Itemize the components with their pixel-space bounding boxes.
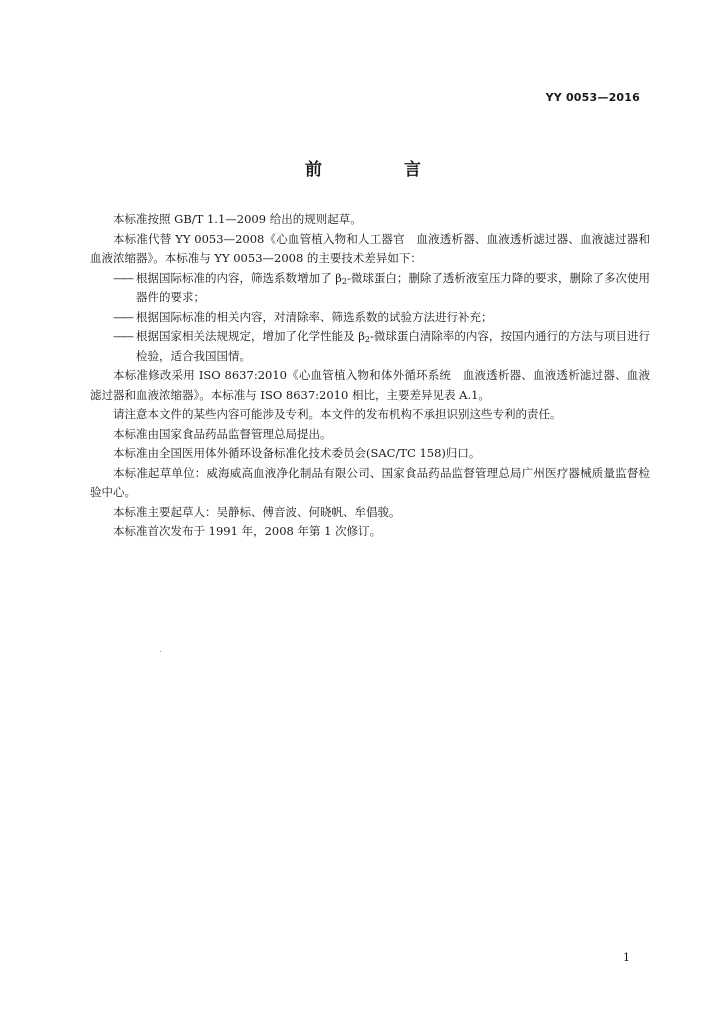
page-title: 前 言 — [305, 160, 459, 180]
list-item-text: 根据国家相关法规规定，增加了化学性能及 β — [136, 329, 365, 343]
list-item-text: -微球蛋白；删除了透析液室压力降的要求，删除了多次使用器件的要求； — [136, 270, 650, 304]
paragraph: 本标准按照 GB/T 1.1—2009 给出的规则起草。 — [113, 212, 362, 226]
paragraph: 本标准主要起草人：吴静标、傅音波、何晓帆、牟倡骏。 — [113, 504, 401, 519]
standard-code: YY 0053—2016 — [545, 91, 640, 104]
subscript: 2 — [341, 276, 347, 286]
list-item-text: 根据国际标准的相关内容，对清除率、筛选系数的试验方法进行补充； — [136, 309, 493, 324]
foreword-body — [90, 210, 650, 542]
paragraph: 本标准由全国医用体外循环设备标准化技术委员会(SAC/TC 158)归口。 — [113, 446, 481, 460]
list-item-text: -微球蛋白清除率的内容，按国内通行的方法与项目进行检验，适合我国国情。 — [136, 329, 650, 363]
subscript: 2 — [364, 335, 370, 344]
list-item — [90, 327, 650, 366]
paragraph: 本标准修改采用 ISO 8637:2010《心血管植入物和体外循环系统 血液透析器、血液透析滤过器、血液滤过器和血液浓缩器》。本标准与 ISO 8637:2010 相比，主要差异见表 A.1。 — [90, 368, 650, 402]
paragraph: 请注意本文件的某些内容可能涉及专利。本文件的发布机构不承担识别这些专利的责任。 — [113, 407, 562, 421]
list-item — [90, 269, 650, 308]
paragraph: 本标准代替 YY 0053—2008《心血管植入物和人工器官 血液透析器、血液透析滤过器、血液滤过器和血液浓缩器》。本标准与 YY 0053—2008 的主要技术差异如下： — [90, 231, 650, 265]
paragraph: 本标准起草单位：威海威高血液净化制品有限公司、国家食品药品监督管理总局广州医疗器械质量监督检验中心。 — [90, 465, 650, 499]
dash-marker: —— — [113, 329, 132, 343]
dash-marker: —— — [113, 309, 132, 324]
page-number: 1 — [623, 951, 630, 964]
paragraph: 本标准由国家食品药品监督管理总局提出。 — [113, 426, 332, 441]
dash-marker: —— — [113, 270, 132, 285]
list-item-text: 根据国际标准的内容，筛选系数增加了 β — [136, 270, 342, 285]
list-item — [90, 308, 650, 328]
scan-speck — [160, 651, 161, 652]
paragraph: 本标准首次发布于 1991 年，2008 年第 1 次修订。 — [113, 524, 382, 538]
